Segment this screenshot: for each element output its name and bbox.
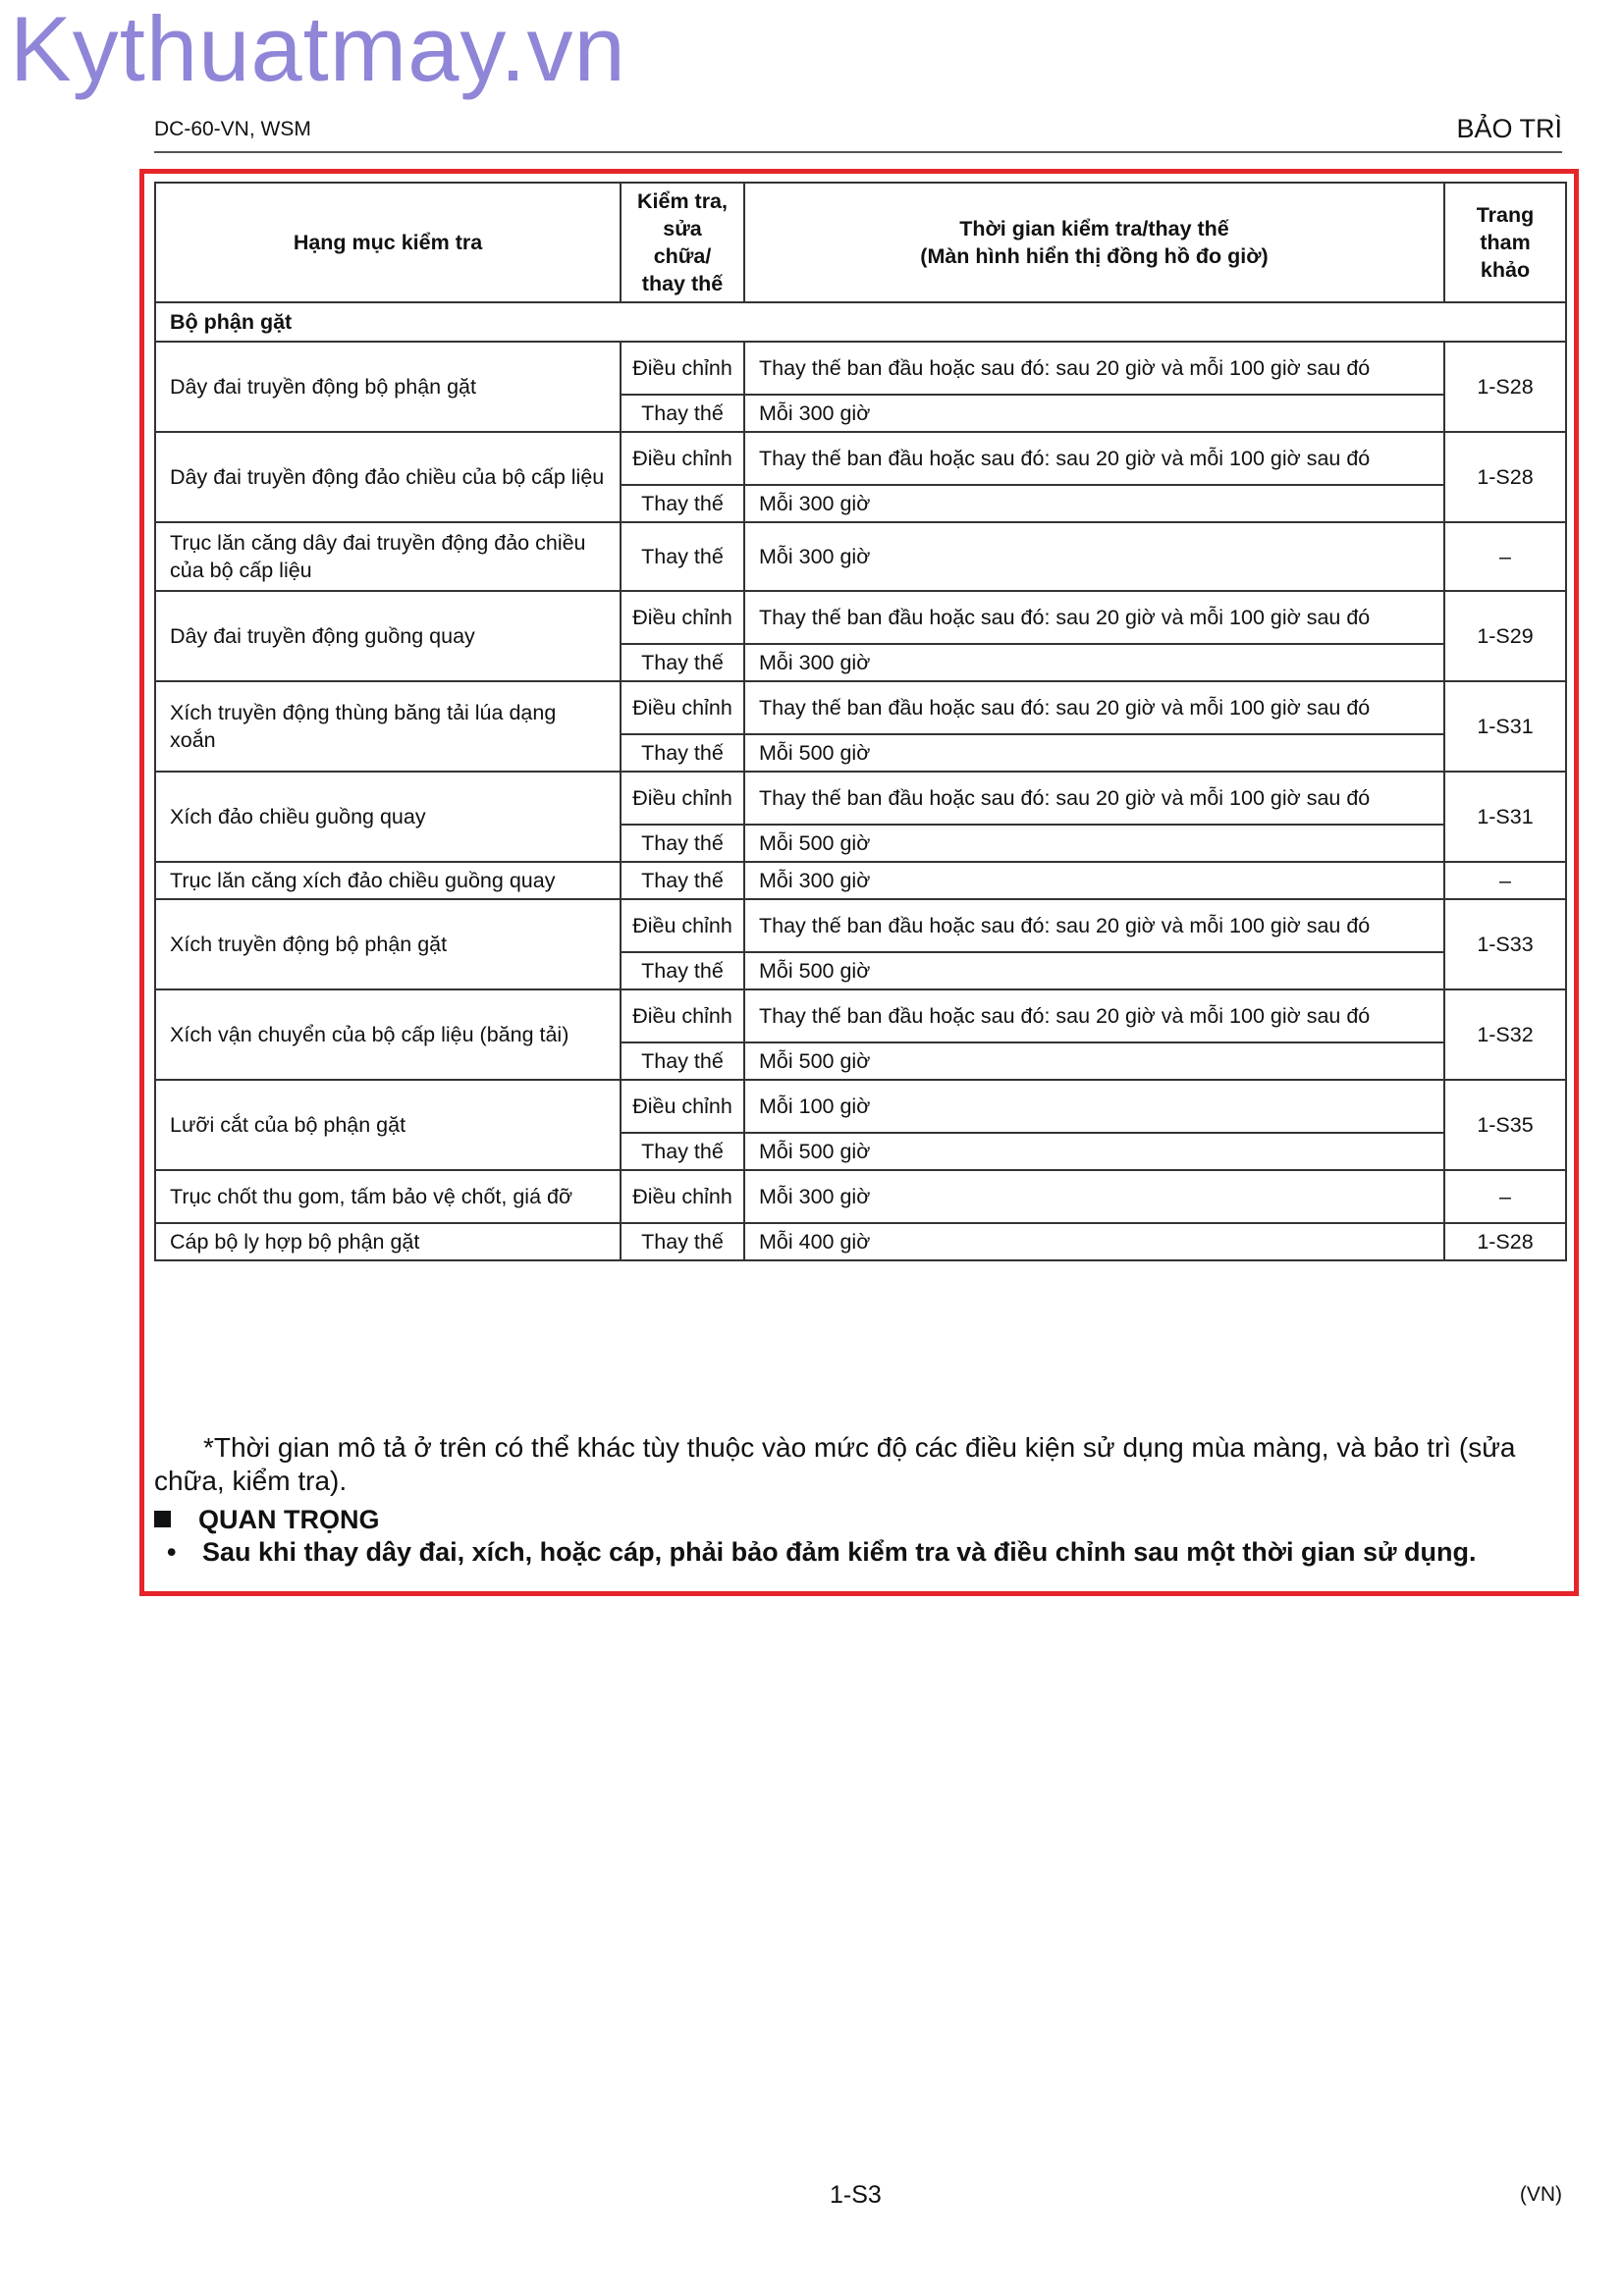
header-interval xyxy=(744,183,1444,302)
action-adjust: Điều chỉnh xyxy=(621,591,744,644)
table-row xyxy=(155,522,1566,591)
interval-text: Mỗi 300 giờ xyxy=(744,522,1444,591)
item-name: Cáp bộ ly hợp bộ phận gặt xyxy=(155,1223,621,1260)
item-name: Trục lăn căng xích đảo chiều guồng quay xyxy=(155,862,621,899)
interval-text: Mỗi 300 giờ xyxy=(744,1170,1444,1223)
item-name: Dây đai truyền động bộ phận gặt xyxy=(155,342,621,432)
header-interval-line1: Thời gian kiểm tra/thay thế xyxy=(959,217,1229,240)
important-title: QUAN TRỌNG xyxy=(198,1505,380,1534)
ref-page: 1-S31 xyxy=(1444,772,1566,862)
header-action: Kiểm tra, sửa chữa/ thay thế xyxy=(621,183,744,302)
action-adjust: Điều chỉnh xyxy=(621,342,744,395)
action-replace: Thay thế xyxy=(621,522,744,591)
table-row xyxy=(155,681,1566,734)
table-header-row xyxy=(155,183,1566,302)
interval-text: Thay thế ban đầu hoặc sau đó: sau 20 giờ và mỗi 100 giờ sau đó xyxy=(744,591,1444,644)
interval-text: Mỗi 300 giờ xyxy=(744,862,1444,899)
action-adjust: Điều chỉnh xyxy=(621,1170,744,1223)
document-code: DC-60-VN, WSM xyxy=(154,118,311,140)
header-divider xyxy=(154,151,1562,153)
watermark-logo: Kythuatmay.vn xyxy=(10,0,626,100)
interval-text: Mỗi 100 giờ xyxy=(744,1080,1444,1133)
interval-text: Mỗi 300 giờ xyxy=(744,395,1444,432)
ref-page: 1-S28 xyxy=(1444,342,1566,432)
action-replace: Thay thế xyxy=(621,485,744,522)
ref-page: 1-S28 xyxy=(1444,432,1566,522)
table-row xyxy=(155,899,1566,952)
ref-page: – xyxy=(1444,862,1566,899)
item-name: Lưỡi cắt của bộ phận gặt xyxy=(155,1080,621,1170)
action-replace: Thay thế xyxy=(621,734,744,772)
interval-text: Mỗi 400 giờ xyxy=(744,1223,1444,1260)
action-replace: Thay thế xyxy=(621,952,744,989)
section-label: Bộ phận gặt xyxy=(155,302,1566,342)
table-row xyxy=(155,591,1566,644)
action-replace: Thay thế xyxy=(621,1042,744,1080)
action-replace: Thay thế xyxy=(621,644,744,681)
interval-text: Mỗi 500 giờ xyxy=(744,825,1444,862)
item-name: Dây đai truyền động đảo chiều của bộ cấp liệu xyxy=(155,432,621,522)
interval-text: Thay thế ban đầu hoặc sau đó: sau 20 giờ và mỗi 100 giờ sau đó xyxy=(744,989,1444,1042)
header-interval-line2: (Màn hình hiển thị đồng hồ đo giờ) xyxy=(920,244,1269,268)
item-name: Xích đảo chiều guồng quay xyxy=(155,772,621,862)
interval-text: Thay thế ban đầu hoặc sau đó: sau 20 giờ và mỗi 100 giờ sau đó xyxy=(744,432,1444,485)
header-ref: Trang tham khảo xyxy=(1444,183,1566,302)
item-name: Xích truyền động bộ phận gặt xyxy=(155,899,621,989)
action-replace: Thay thế xyxy=(621,1223,744,1260)
action-replace: Thay thế xyxy=(621,862,744,899)
table-row xyxy=(155,1170,1566,1223)
table-row xyxy=(155,1080,1566,1133)
action-adjust: Điều chỉnh xyxy=(621,772,744,825)
section-title: BẢO TRÌ xyxy=(1456,114,1562,143)
interval-text: Mỗi 500 giờ xyxy=(744,1133,1444,1170)
action-adjust: Điều chỉnh xyxy=(621,989,744,1042)
ref-page: 1-S28 xyxy=(1444,1223,1566,1260)
action-replace: Thay thế xyxy=(621,1133,744,1170)
ref-page: 1-S29 xyxy=(1444,591,1566,681)
item-name: Trục lăn căng dây đai truyền động đảo chiều của bộ cấp liệu xyxy=(155,522,621,591)
table-row xyxy=(155,1223,1566,1260)
language-tag: (VN) xyxy=(1519,2183,1562,2206)
action-replace: Thay thế xyxy=(621,395,744,432)
item-name: Trục chốt thu gom, tấm bảo vệ chốt, giá đỡ xyxy=(155,1170,621,1223)
interval-text: Thay thế ban đầu hoặc sau đó: sau 20 giờ và mỗi 100 giờ sau đó xyxy=(744,899,1444,952)
table-row xyxy=(155,772,1566,825)
important-text: Sau khi thay dây đai, xích, hoặc cáp, phải bảo đảm kiểm tra và điều chỉnh sau một thời gian sử dụng. xyxy=(202,1537,1477,1567)
table-row xyxy=(155,342,1566,395)
ref-page: – xyxy=(1444,1170,1566,1223)
ref-page: 1-S33 xyxy=(1444,899,1566,989)
ref-page: – xyxy=(1444,522,1566,591)
interval-text: Mỗi 300 giờ xyxy=(744,485,1444,522)
interval-text: Mỗi 500 giờ xyxy=(744,952,1444,989)
table-row xyxy=(155,432,1566,485)
ref-page: 1-S35 xyxy=(1444,1080,1566,1170)
table-row xyxy=(155,862,1566,899)
interval-text: Mỗi 500 giờ xyxy=(744,734,1444,772)
footnote: *Thời gian mô tả ở trên có thể khác tùy thuộc vào mức độ các điều kiện sử dụng mùa màng, và bảo trì (sửa chữa, kiểm tra). xyxy=(154,1432,1516,1496)
action-adjust: Điều chỉnh xyxy=(621,681,744,734)
table-row xyxy=(155,989,1566,1042)
action-replace: Thay thế xyxy=(621,825,744,862)
action-adjust: Điều chỉnh xyxy=(621,432,744,485)
item-name: Dây đai truyền động guồng quay xyxy=(155,591,621,681)
important-item xyxy=(167,1537,1477,1568)
maintenance-table xyxy=(154,182,1567,1261)
ref-page: 1-S31 xyxy=(1444,681,1566,772)
action-adjust: Điều chỉnh xyxy=(621,899,744,952)
interval-text: Mỗi 300 giờ xyxy=(744,644,1444,681)
interval-text: Thay thế ban đầu hoặc sau đó: sau 20 giờ và mỗi 100 giờ sau đó xyxy=(744,681,1444,734)
page-number: 1-S3 xyxy=(830,2181,882,2209)
item-name: Xích vận chuyển của bộ cấp liệu (băng tải) xyxy=(155,989,621,1080)
bullet-dot: • xyxy=(167,1537,177,1567)
interval-text: Mỗi 500 giờ xyxy=(744,1042,1444,1080)
important-heading xyxy=(154,1505,380,1535)
action-adjust: Điều chỉnh xyxy=(621,1080,744,1133)
header-item: Hạng mục kiểm tra xyxy=(155,183,621,302)
ref-page: 1-S32 xyxy=(1444,989,1566,1080)
interval-text: Thay thế ban đầu hoặc sau đó: sau 20 giờ và mỗi 100 giờ sau đó xyxy=(744,342,1444,395)
square-bullet-icon xyxy=(154,1511,171,1527)
section-row xyxy=(155,302,1566,342)
item-name: Xích truyền động thùng băng tải lúa dạng xoắn xyxy=(155,681,621,772)
interval-text: Thay thế ban đầu hoặc sau đó: sau 20 giờ và mỗi 100 giờ sau đó xyxy=(744,772,1444,825)
